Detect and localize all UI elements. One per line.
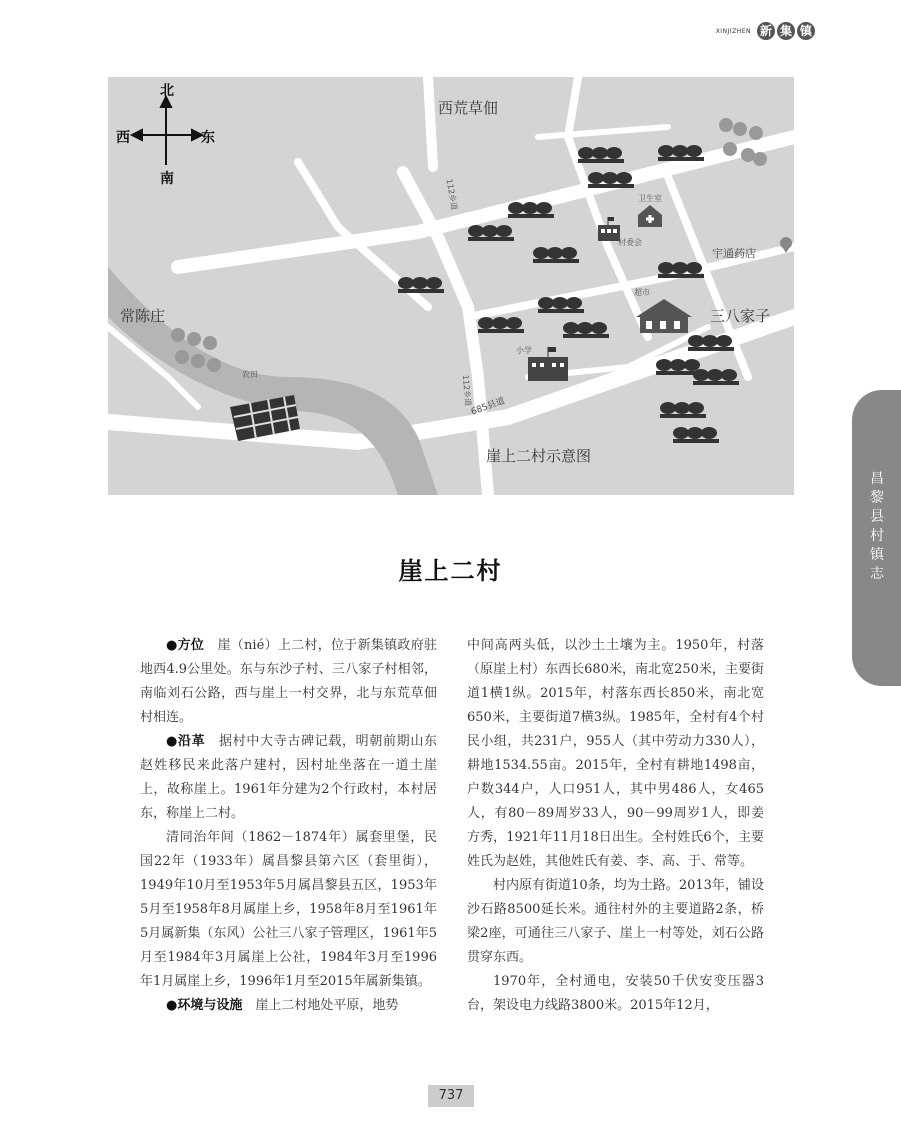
text-column-right: [467, 634, 764, 1018]
compass-south: 南: [160, 171, 174, 187]
paragraph: [140, 730, 437, 826]
label-school: 小学: [516, 346, 532, 355]
clinic-icon: [638, 205, 662, 227]
label-road-685: 685县道: [469, 396, 507, 418]
paragraph: 1970年，全村通电，安装50千伏安变压器3台，架设电力线路3800米。2015年12月，: [467, 974, 764, 1013]
paragraph: [140, 826, 437, 994]
compass-east: 东: [201, 130, 215, 146]
label-clinic: 卫生室: [638, 194, 662, 203]
side-tab-label: 昌黎县村镇志: [870, 471, 884, 582]
map-caption: 崖上二村示意图: [486, 447, 592, 465]
page-number: 737: [428, 1085, 474, 1107]
header-badge-char: 集: [777, 22, 795, 40]
label-chang-chen-zhuang: 常陈庄: [120, 307, 166, 325]
market-icon: [636, 299, 692, 333]
paragraph-text: 据村中大寺古碑记载，明朝前期山东赵姓移民来此落户建村，因村址坐落在一道土崖上，故称崖上。1961年分建为2个行政村，本村居东，称崖上二村。: [140, 734, 437, 821]
village-map: [108, 77, 794, 495]
school-icon: [528, 347, 568, 381]
paragraph-text: 崖（nié）上二村，位于新集镇政府驻地西4.9公里处。东与东沙子村、三八家子村相邻，南临刘石公路，西与崖上一村交界，北与东荒草佃村相连。: [140, 638, 437, 725]
paragraph-lead: ●沿革: [166, 734, 206, 749]
label-village-committee: 村委会: [618, 238, 642, 247]
label-yu-tong-yao-dian: 宇通药店: [712, 247, 756, 260]
paragraph: [140, 634, 437, 730]
label-market: 超市: [634, 288, 650, 297]
paragraph-text: 崖上二村地处平原，地势: [242, 998, 399, 1013]
paragraph-lead: ●环境与设施: [166, 998, 243, 1013]
paragraph-text: 清同治年间（1862－1874年）属套里堡，民国22年（1933年）属昌黎县第六区（套里街），1949年10月至1953年5月属昌黎县五区，1953年5月至1958年8月属崖上乡，1958年8月至1961年5月属新集（东风）公社三八家子管理区，1961年5月至1984年3月属崖上公社，1984年3月至1996年1月属崖上乡，1996年1月至2015年属新集镇。: [140, 830, 437, 989]
paragraph: [140, 994, 437, 1018]
header-badge-char: 新: [757, 22, 775, 40]
label-road-112-top: 112乡道: [444, 178, 459, 211]
label-farmland: 农田: [242, 370, 258, 379]
paragraph-lead: ●方位: [166, 638, 205, 653]
paragraph: 中间高两头低，以沙土土壤为主。1950年，村落（原崖上村）东西长680米，南北宽250米，主要街道1横1纵。2015年，村落东西长850米，南北宽650米，主要街道7横3纵。1985年，全村有4个村民小组，共231户，955人（其中劳动力330人），耕地1534.55亩。2015年，全村有耕地1498亩，户数344户，人口951人，其中男486人，女465人，有80－89周岁33人，90－99周岁1人，即姜方秀，1921年11月18日出生。全村姓氏6个，主要姓氏为赵姓，其他姓氏有姜、李、高、于、常等。: [467, 638, 764, 869]
label-san-ba-jia-zi: 三八家子: [710, 307, 771, 325]
running-header: [716, 22, 815, 40]
text-column-left: [140, 634, 437, 1018]
north-arrow-icon: [132, 97, 202, 165]
header-badge-char: 镇: [797, 22, 815, 40]
header-pinyin: XINJIZHEN: [715, 27, 751, 35]
compass-west: 西: [116, 130, 130, 146]
label-road-112-bottom: 112乡道: [460, 374, 473, 407]
header-badge: [757, 22, 815, 40]
paragraph: 村内原有街道10条，均为土路。2013年，铺设沙石路8500延长米。通往村外的主要道路2条，桥梁2座，可通往三八家子、崖上一村等处，刘石公路贯穿东西。: [467, 878, 764, 965]
page-title: 崖上二村: [398, 556, 503, 585]
label-xi-huang-cao-tian: 西荒草佃: [438, 99, 499, 117]
compass-north: 北: [160, 83, 174, 99]
